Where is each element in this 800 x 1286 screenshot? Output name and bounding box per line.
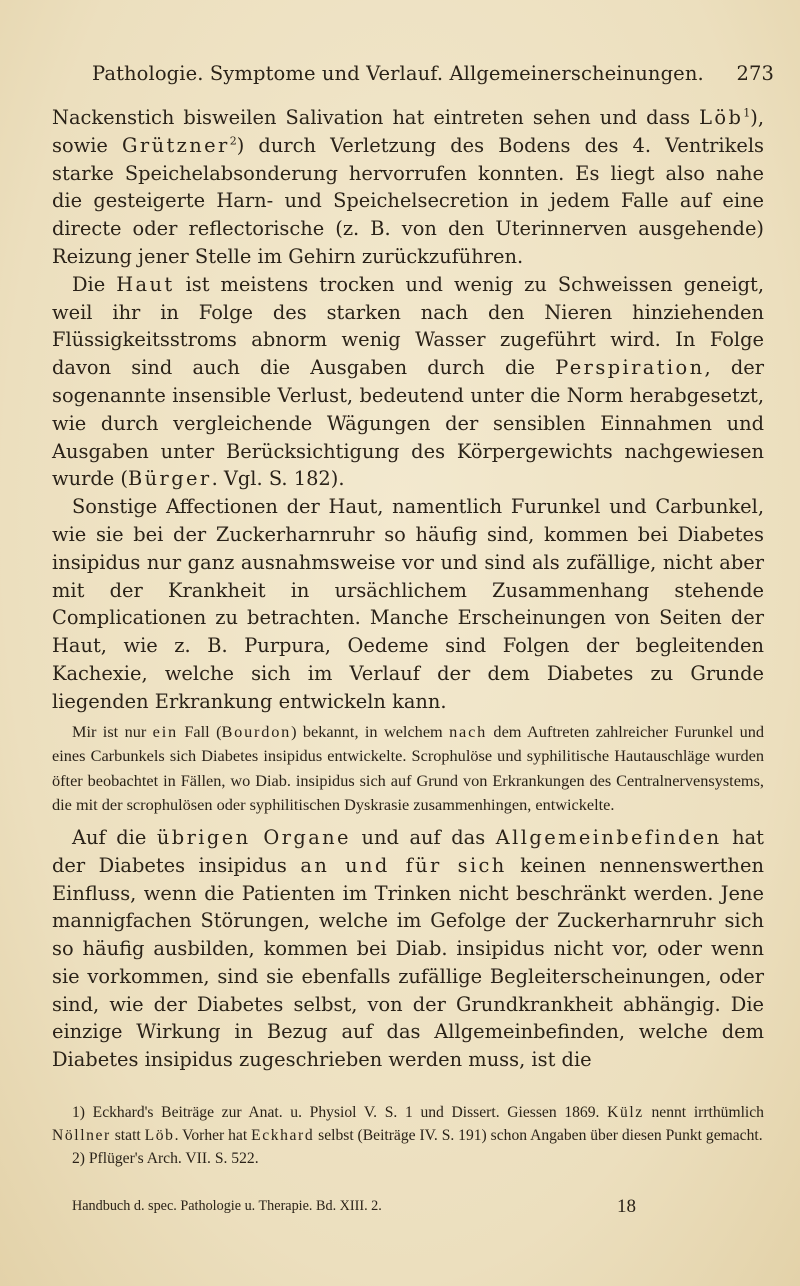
author-name: Bourdon — [221, 721, 292, 741]
footnote-1 — [52, 1102, 764, 1148]
text-run: 1) Eckhard's Beiträge zur Anat. u. Physiol V. S. 1 und Dissert. Giessen 1869. — [72, 1104, 608, 1121]
footnote-ref: 2 — [229, 134, 237, 148]
text-run: und auf das — [350, 825, 496, 849]
text-run: statt — [110, 1126, 145, 1144]
footnote-2: 2) Pflüger's Arch. VII. S. 522. — [72, 1149, 259, 1167]
paragraph-4 — [52, 824, 764, 1074]
book-signature: Handbuch d. spec. Pathologie u. Therapie. Bd. XIII. 2. — [72, 1198, 382, 1214]
text-run: . Vorher hat — [174, 1126, 252, 1144]
sheet-number: 18 — [617, 1196, 636, 1217]
text-run: ) bekannt, in welchem — [291, 721, 450, 741]
emphasis: an und für sich — [300, 853, 507, 877]
author-name: Külz — [607, 1104, 644, 1121]
small-paragraph — [52, 720, 764, 818]
small-print-note — [52, 720, 764, 818]
text-run: ) durch Verletzung des Bodens des 4. Ventrikels starke Speichelabsonderung hervorrufen konnten. Es liegt also nahe die gesteigerte Harn- und Speichelsecretion in jedem Falle auf eine directe oder reflectorische (z. B. von den Uterinnerven ausgehende) Reizung jener Stelle im Gehirn zurückzuführen. — [52, 133, 764, 268]
text-run: Mir ist nur — [72, 721, 153, 741]
emphasis: Haut — [116, 272, 175, 296]
text-run: nennt irrthümlich — [643, 1104, 764, 1121]
footnotes — [52, 1102, 764, 1170]
text-run: Auf die — [72, 825, 157, 849]
text-run: hat der Diabetes insipidus — [52, 825, 764, 877]
text-run: ist meistens trocken und wenig zu Schweissen geneigt, weil ihr in Folge des starken nach den Nieren hinziehenden Flüssigkeitsstroms abnorm wenig Wasser zugeführt wird. In Folge davon sind auch die Ausgaben durch die — [52, 272, 765, 380]
emphasis: ein — [152, 721, 178, 741]
running-title: Pathologie. Symptome und Verlauf. Allgemeinerscheinungen. — [92, 62, 704, 85]
text-run: selbst (Beiträge IV. S. 191) schon Angaben über diesen Punkt gemacht. — [314, 1126, 763, 1144]
author-name: Eckhard — [251, 1126, 315, 1144]
footnote-ref: 1 — [743, 106, 751, 120]
author-name: Löb — [144, 1126, 175, 1144]
emphasis: Perspiration — [555, 356, 705, 380]
author-name: Grützner — [122, 133, 230, 157]
paragraph-2 — [52, 271, 764, 493]
main-text — [52, 104, 764, 1074]
text-run: dem Auftreten zahlreicher Furunkel und eines Carbunkels sich Diabetes insipidus entwickelte. Scrophulöse und syphilitische Hautauschläge wurden öfter beobachtet in Fällen, wo Diab. insipidus sich auf Grund von Erkrankungen des Centralnervensystems, die mit der scrophulösen oder syphilitischen Dyskrasie zusammenhingen, entwickelte. — [52, 721, 765, 815]
text-run: Fall ( — [177, 721, 222, 741]
author-name: Löb — [699, 106, 744, 129]
text-run: Die — [72, 272, 117, 296]
text-run: , der sogenannte insensible Verlust, bedeutend unter die Norm herabgesetzt, wie durch vergleichende Wägungen der sensiblen Einnahmen und Ausgaben unter Berücksichtigung des Körpergewichts nachgewiesen wurde ( — [52, 356, 764, 491]
author-name: Bürger — [127, 467, 212, 491]
author-name: Nöllner — [52, 1126, 111, 1144]
text-run: . Vgl. S. 182). — [211, 467, 345, 491]
page-number: 273 — [736, 62, 774, 85]
text-run: ), sowie — [52, 106, 764, 157]
paragraph-3: Sonstige Affectionen der Haut, namentlich Furunkel und Carbunkel, wie sie bei der Zuckerharnruhr so häufig sind, kommen bei Diabetes insipidus nur ganz ausnahmsweise vor und sind als zufällige, nicht aber mit der Krankheit in ursächlichem Zusammenhang stehende Complicationen zu betrachten. Manche Erscheinungen von Seiten der Haut, wie z. B. Purpura, Oedeme sind Folgen der begleitenden Kachexie, welche sich im Verlauf der dem Diabetes zu Grunde liegenden Erkrankung entwickeln kann. — [52, 495, 764, 713]
emphasis: Allgemeinbefinden — [495, 825, 722, 849]
emphasis: nach — [449, 721, 488, 741]
text-run: keinen nennenswerthen Einfluss, wenn die Patienten im Trinken nicht beschränkt werden. Jene mannigfachen Störungen, welche im Gefolge der Zuckerharnruhr sich so häufig ausbilden, kommen bei Diab. insipidus nicht vor, oder wenn sie vorkommen, sind sie ebenfalls zufällige Begleiterscheinungen, oder sind, wie der Diabetes selbst, von der Grundkrankheit abhängig. Die einzige Wirkung in Bezug auf das Allgemeinbefinden, welche dem Diabetes insipidus zugeschrieben werden muss, ist die — [52, 853, 764, 1072]
text-run: Nackenstich bisweilen Salivation hat eintreten sehen und dass — [52, 106, 700, 129]
emphasis: übrigen Organe — [156, 825, 351, 849]
running-header — [92, 62, 774, 92]
paragraph-1 — [52, 104, 764, 271]
